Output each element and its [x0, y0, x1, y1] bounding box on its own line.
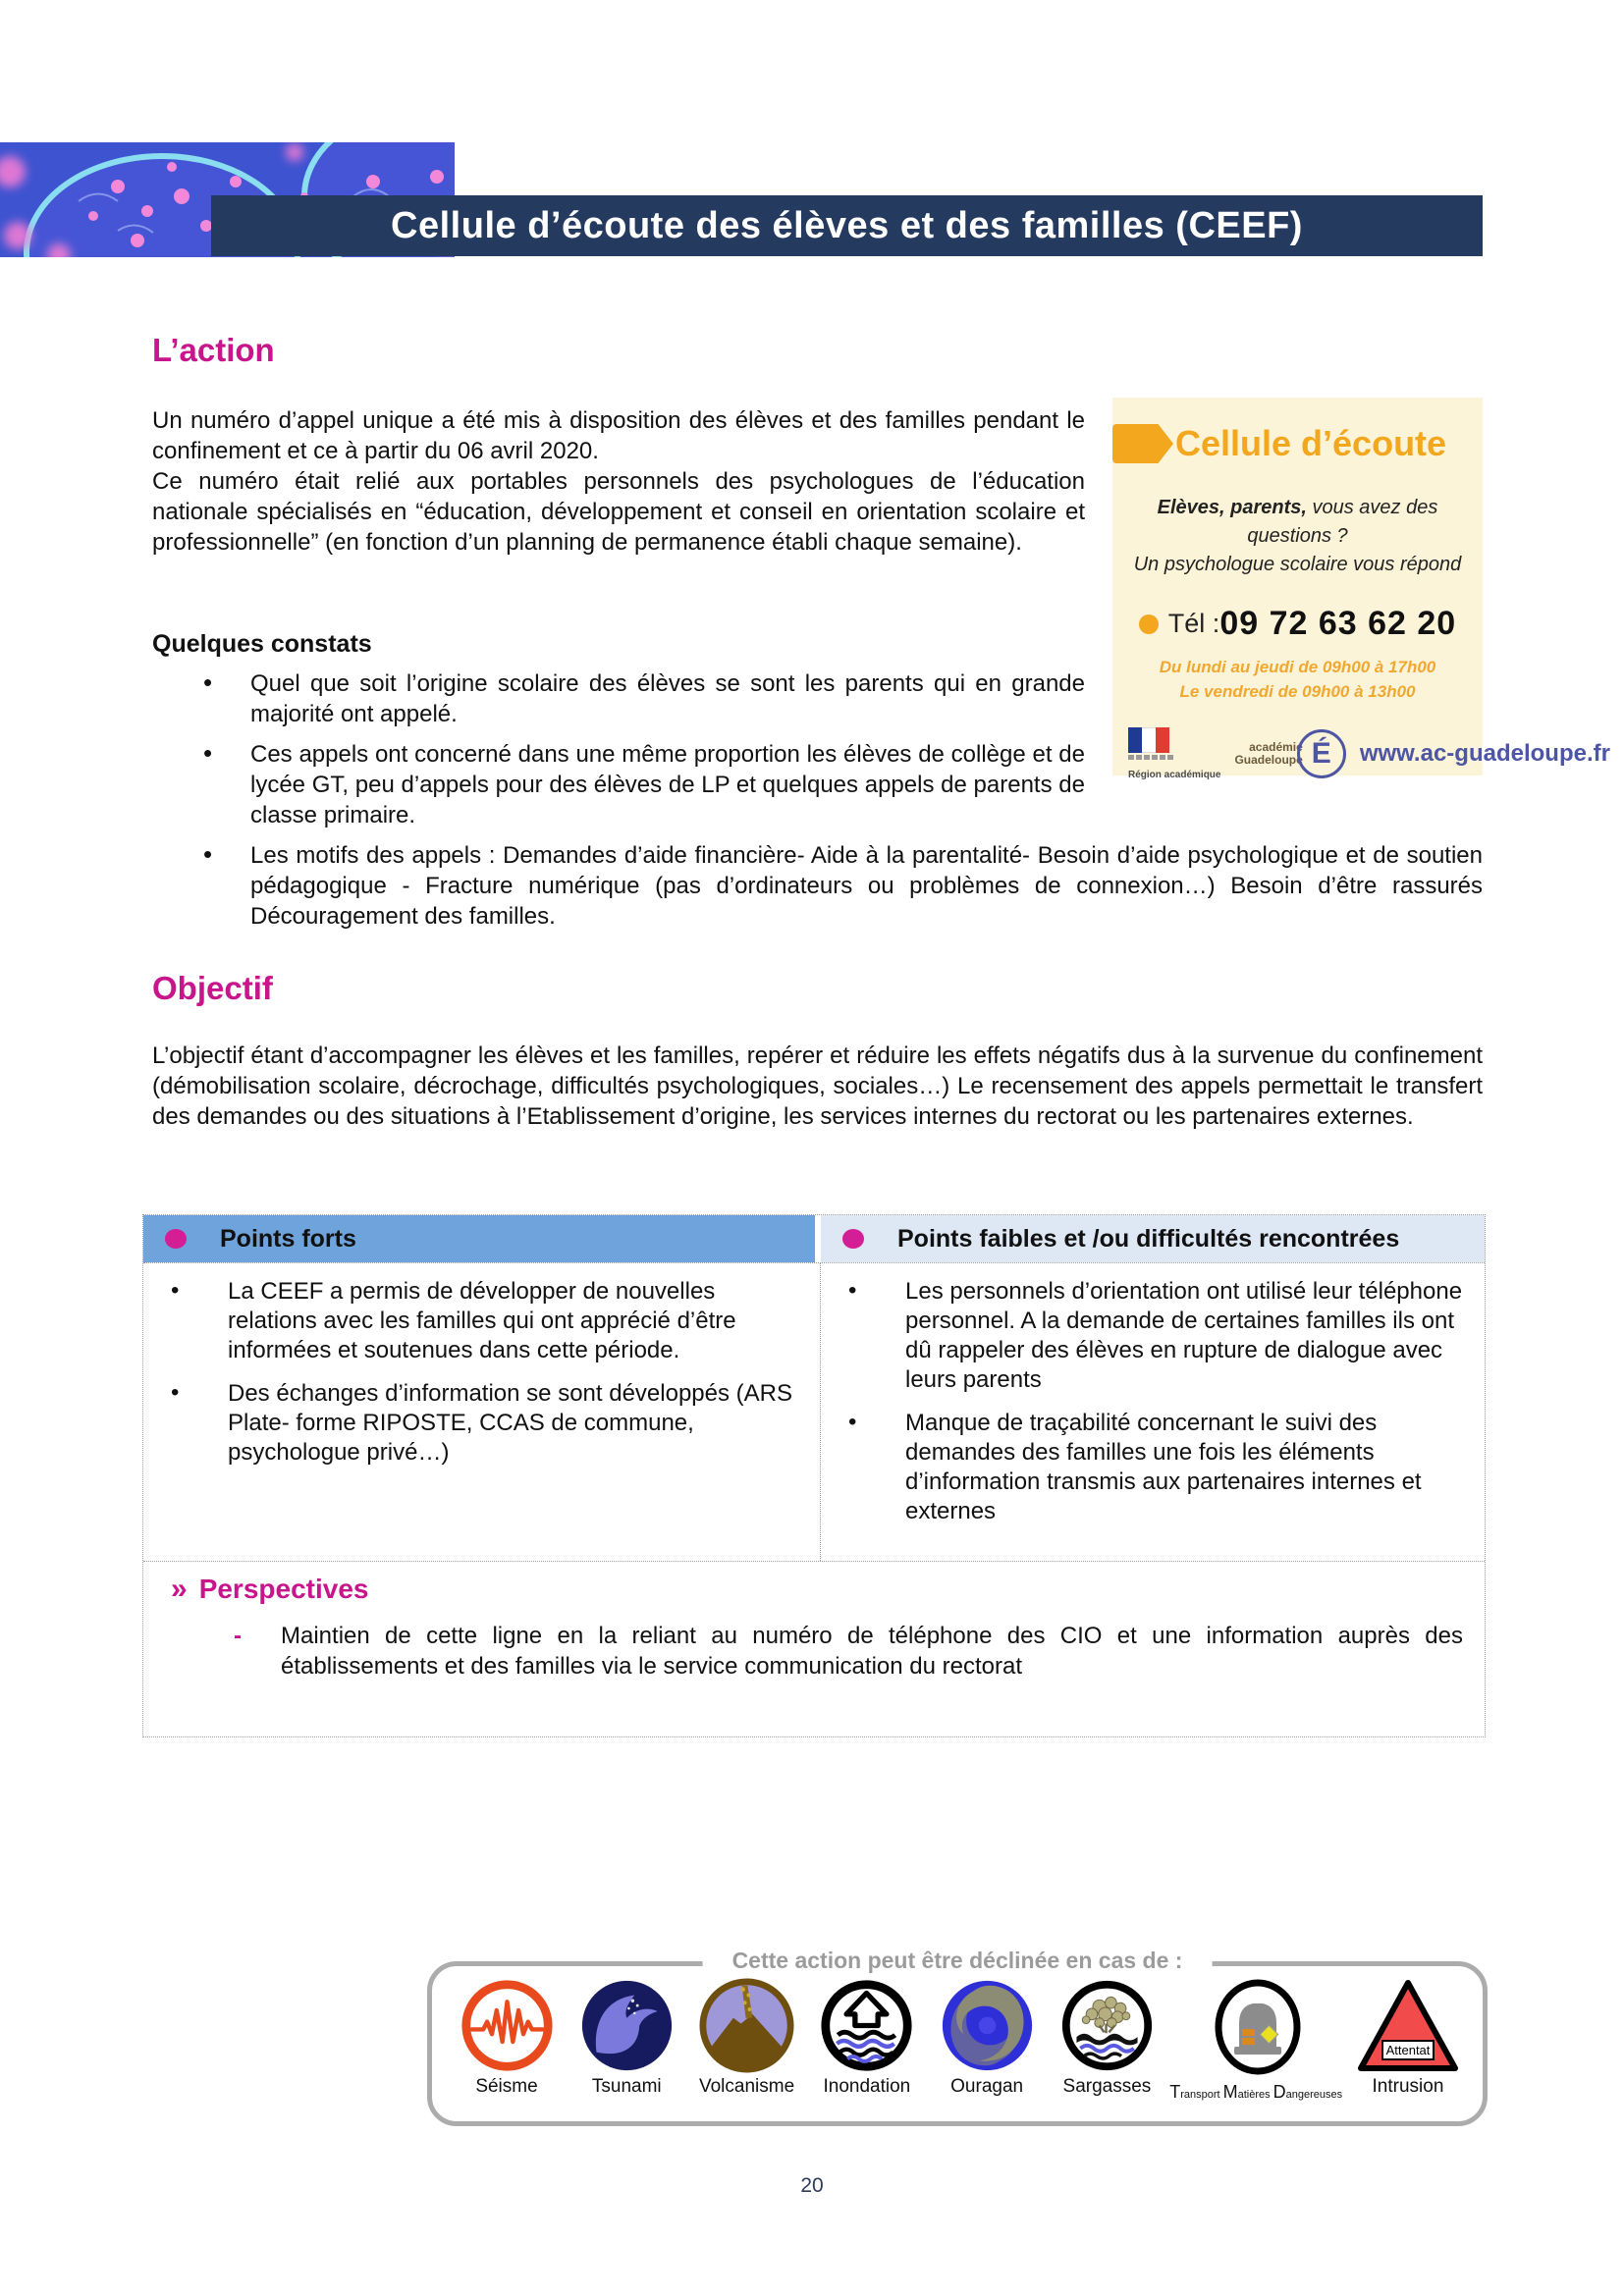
perspectives-heading: Perspectives: [198, 1574, 369, 1604]
hazard-volcanisme: [694, 1978, 800, 2098]
flyer-question-line2: Un psychologue scolaire vous répond: [1133, 554, 1462, 575]
hazards-caption: Cette action peut être déclinée en cas de :: [703, 1948, 1213, 1974]
hazards-icons-row: [432, 1966, 1483, 2103]
strengths-list: [143, 1263, 821, 1561]
assessment-header-row: [143, 1215, 1485, 1262]
hazard-tmd: [1169, 1978, 1343, 2103]
flyer-title: Cellule d’écoute: [1175, 423, 1447, 463]
table-row: • Les personnels d’orientation ont utilisé leur téléphone personnel. A la demande de certaines familles ils ont dû rappeler des élèves en rupture de dialogue avec leurs parents: [821, 1277, 1465, 1395]
title-banner: [211, 195, 1483, 256]
pink-dot-icon: [842, 1229, 864, 1249]
list-item: - Maintien de cette ligne en la reliant au numéro de téléphone des CIO et une information auprès des établissements et des familles via le service communication du rectorat: [143, 1621, 1485, 1682]
action-paragraph-1: Un numéro d’appel unique a été mis à disposition des élèves et des familles pendant le confinement et ce à partir du 06 avril 2020.: [152, 407, 1085, 464]
action-paragraph-2: Ce numéro était relié aux portables personnels des psychologues de l’éducation nationale spécialisés en “éducation, développement et conseil en orientation scolaire et professionnelle” (en fonction d’un planning de permanence établi chaque semaine).: [152, 468, 1085, 556]
objective-paragraph: L’objectif étant d’accompagner les élèves et les familles, repérer et réduire les effets négatifs dus à la survenue du confinement (démobilisation scolaire, décrochage, difficultés psychologiques, sociales…) Le recensement des appels permettait le transfert des demandes ou des situations à l’Etablissement d’origine, les services internes du rectorat ou les partenaires externes.: [152, 1042, 1483, 1130]
perspectives-section: [143, 1561, 1485, 1736]
hazard-tsunami: [573, 1978, 679, 2098]
page-number: 20: [800, 2174, 824, 2197]
hazard-label: Intrusion: [1372, 2076, 1444, 2097]
hazard-intrusion: [1355, 1978, 1461, 2098]
assessment-body-row: [143, 1262, 1485, 1561]
hazard-label: Sargasses: [1062, 2076, 1152, 2097]
perspectives-list: [143, 1621, 1485, 1682]
hazard-sargasses: [1054, 1978, 1160, 2098]
academy-website-link[interactable]: www.ac-guadeloupe.fr: [1359, 740, 1610, 767]
constats-list: [152, 668, 1483, 932]
weaknesses-list: [821, 1263, 1485, 1561]
hazard-label: Tsunami: [591, 2076, 662, 2097]
intrusion-icon: [1357, 1978, 1459, 2073]
flyer-question: [1128, 494, 1467, 579]
strengths-header-cell: [143, 1215, 815, 1262]
hours-line1: Du lundi au jeudi de 09h00 à 17h00: [1159, 658, 1436, 676]
attentat-badge: Attentat: [1385, 2043, 1431, 2057]
hazard-label: Inondation: [823, 2076, 911, 2097]
ouragan-icon: [940, 1978, 1035, 2073]
list-item: • Les motifs des appels : Demandes d’aide financière- Aide à la parentalité- Besoin d’aide psychologique et de soutien pédagogique - Fracture numérique (pas d’ordinateurs ou problèmes de connexion…) Besoin d’être rassurés Découragement des familles.: [152, 840, 1483, 932]
volcanisme-icon: [699, 1978, 794, 2073]
phone-label: Tél :: [1167, 609, 1220, 638]
hazard-label: Ouragan: [950, 2076, 1024, 2097]
flyer-question-bold: Elèves, parents,: [1157, 497, 1307, 518]
orange-tag-icon: [1112, 424, 1173, 463]
hazards-strip: [427, 1948, 1488, 2126]
action-paragraphs: [152, 405, 1085, 558]
assessment-table: [142, 1214, 1486, 1737]
seisme-icon: [460, 1978, 555, 2073]
hazard-label: Transport Matières Dangereuses: [1169, 2082, 1343, 2102]
phone-number: 09 72 63 62 20: [1219, 605, 1457, 642]
hazard-inondation: [814, 1978, 920, 2098]
table-row: • La CEEF a permis de développer de nouvelles relations avec les familles qui ont apprécié d’être informées et soutenues dans cette période.: [143, 1277, 800, 1365]
perspectives-header: [171, 1574, 1485, 1605]
page-title: Cellule d’écoute des élèves et des familles (CEEF): [391, 204, 1303, 246]
sargasses-icon: [1059, 1978, 1155, 2073]
hazard-ouragan: [934, 1978, 1040, 2098]
section-heading-objectif: Objectif: [152, 970, 273, 1006]
double-chevron-icon: »: [171, 1573, 186, 1605]
inondation-icon: [819, 1978, 914, 2073]
hazard-label: Séisme: [475, 2076, 538, 2097]
academy-e-icon: É: [1297, 729, 1346, 778]
academy-name: académie Guadeloupe: [1234, 740, 1303, 767]
transport-matieres-dangereuses-icon: [1209, 1978, 1307, 2076]
hours-line2: Le vendredi de 09h00 à 13h00: [1179, 682, 1416, 701]
table-row: • Manque de traçabilité concernant le suivi des demandes des familles une fois les éléments d’information transmis aux partenaires internes et externes: [821, 1409, 1465, 1526]
flyer-question-rest: vous avez des questions ?: [1247, 497, 1438, 547]
hazard-label: Volcanisme: [698, 2076, 795, 2097]
pink-dot-icon: [165, 1229, 187, 1249]
weaknesses-header-cell: [821, 1215, 1485, 1262]
table-row: • Des échanges d’information se sont développés (ARS Plate- forme RIPOSTE, CCAS de commune, psychologue privé…): [143, 1379, 800, 1468]
constats-section: [152, 630, 1483, 941]
tsunami-icon: [579, 1978, 675, 2073]
list-item: • Quel que soit l’origine scolaire des élèves se sont les parents qui en grande majorité ont appelé.: [152, 668, 1085, 729]
hazard-seisme: [454, 1978, 560, 2098]
weaknesses-header-label: Points faibles et /ou difficultés rencontrées: [897, 1224, 1400, 1253]
strengths-header-label: Points forts: [220, 1224, 356, 1253]
list-item: • Ces appels ont concerné dans une même proportion les élèves de collège et de lycée GT, peu d’appels pour des élèves de LP et quelques appels de parents de classe primaire.: [152, 739, 1085, 830]
section-heading-action: L’action: [152, 332, 275, 368]
constats-heading: Quelques constats: [152, 630, 372, 658]
flyer-title-row: [1112, 423, 1467, 464]
region-academique-label: Région académique: [1128, 770, 1221, 780]
